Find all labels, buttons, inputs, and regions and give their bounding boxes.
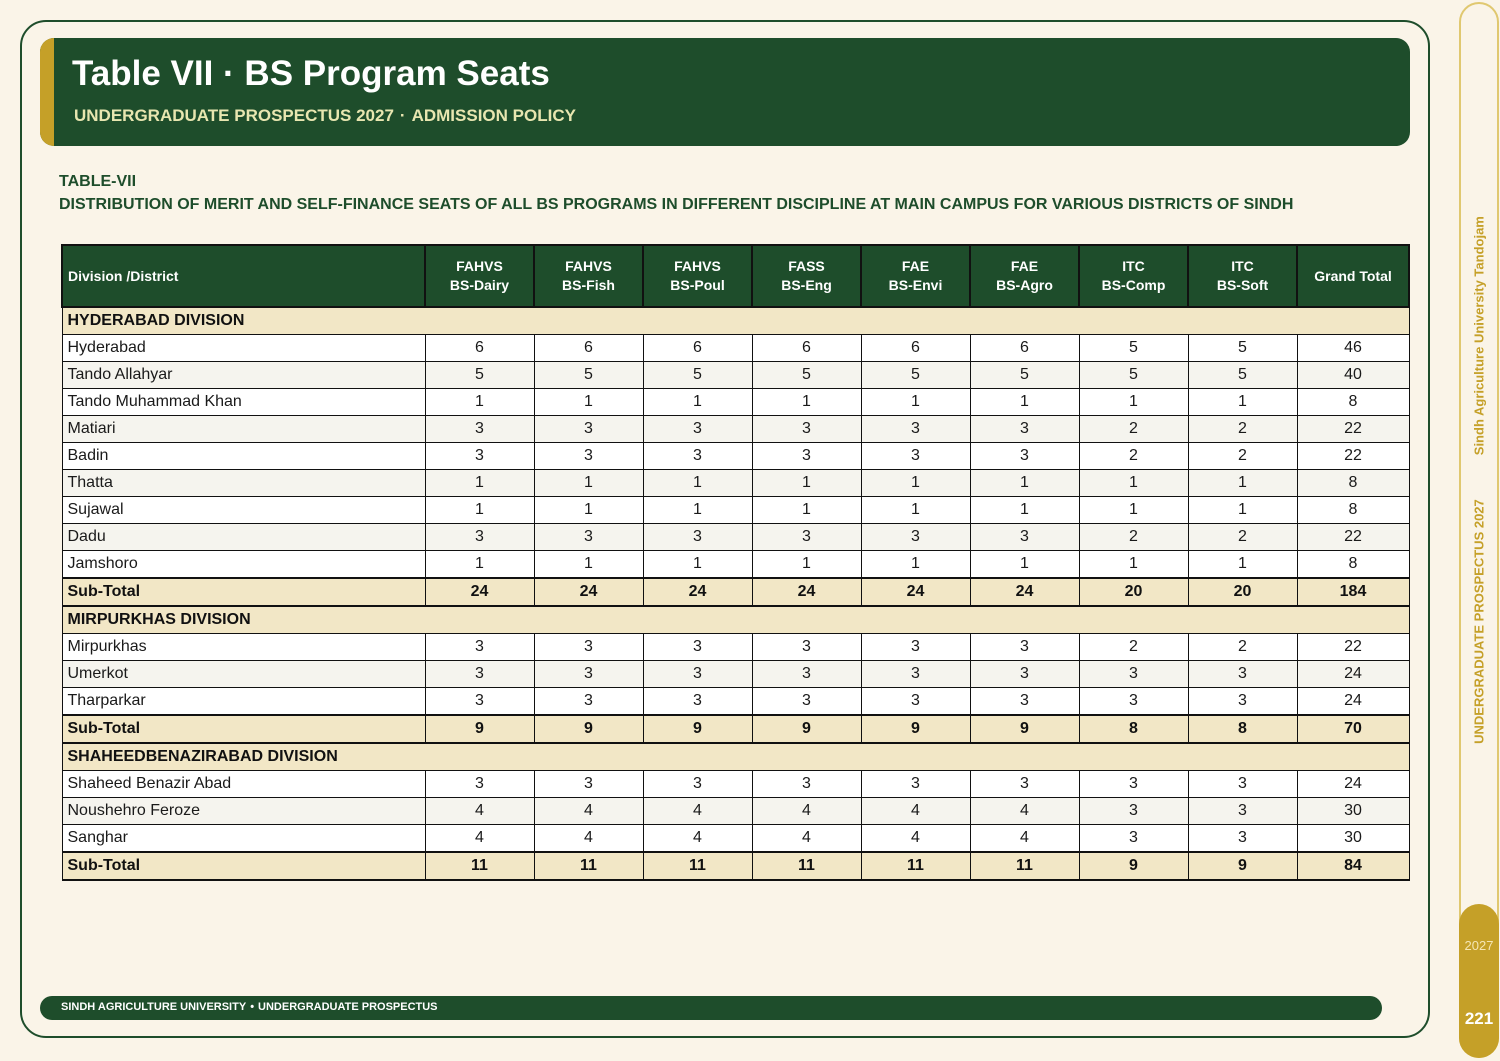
seat-count-cell: 3 — [752, 634, 861, 661]
column-header-line2: BS-Poul — [670, 277, 725, 293]
seat-count-cell: 1 — [1188, 470, 1297, 497]
grand-total-cell: 22 — [1297, 443, 1409, 470]
seat-count-cell: 4 — [643, 798, 752, 825]
seat-count-cell: 5 — [1188, 335, 1297, 362]
subtotal-cell: 11 — [752, 852, 861, 880]
footer-text — [61, 1001, 438, 1013]
seat-count-cell: 3 — [752, 524, 861, 551]
seat-count-cell: 3 — [752, 416, 861, 443]
seat-count-cell: 1 — [970, 470, 1079, 497]
seat-count-cell: 3 — [534, 524, 643, 551]
subtotal-cell: 9 — [425, 715, 534, 743]
side-page-tab — [1459, 904, 1499, 1058]
page-number: 221 — [1464, 1009, 1494, 1028]
grand-total-cell: 8 — [1297, 497, 1409, 524]
seat-count-cell: 3 — [643, 771, 752, 798]
seat-count-cell: 3 — [1188, 798, 1297, 825]
subtotal-cell: 8 — [1188, 715, 1297, 743]
seat-count-cell: 1 — [1188, 551, 1297, 579]
column-header-line1: FAE — [901, 258, 930, 274]
seat-count-cell: 1 — [1079, 551, 1188, 579]
column-header-line2: BS-Comp — [1101, 277, 1166, 293]
seat-count-cell: 3 — [425, 688, 534, 716]
subtotal-cell: 8 — [1079, 715, 1188, 743]
seat-count-cell: 3 — [752, 688, 861, 716]
column-header — [1079, 245, 1188, 307]
seat-count-cell: 1 — [534, 497, 643, 524]
seat-count-cell: 3 — [1079, 771, 1188, 798]
seat-count-cell: 1 — [425, 497, 534, 524]
seat-count-cell: 5 — [861, 362, 970, 389]
page-subtitle — [74, 106, 576, 126]
subtotal-cell: 11 — [534, 852, 643, 880]
seat-count-cell: 3 — [643, 661, 752, 688]
subtotal-cell: 11 — [861, 852, 970, 880]
seat-count-cell: 1 — [752, 497, 861, 524]
column-header — [1297, 245, 1409, 307]
subtotal-cell: 24 — [752, 578, 861, 606]
side-running-text — [1472, 216, 1487, 744]
subtotal-cell: 9 — [861, 715, 970, 743]
seat-count-cell: 3 — [861, 443, 970, 470]
seat-count-cell: 1 — [861, 389, 970, 416]
grand-total-cell: 30 — [1297, 825, 1409, 853]
seat-count-cell: 4 — [861, 825, 970, 853]
seat-count-cell: 2 — [1188, 443, 1297, 470]
seat-count-cell: 3 — [861, 634, 970, 661]
grand-total-cell: 8 — [1297, 551, 1409, 579]
seat-count-cell: 2 — [1188, 524, 1297, 551]
column-header-line1: Division /District — [68, 267, 179, 284]
table-caption — [59, 170, 1293, 216]
district-name: Dadu — [62, 524, 425, 551]
subtotal-row — [62, 715, 1409, 743]
grand-total-cell: 24 — [1297, 771, 1409, 798]
table-row — [62, 443, 1409, 470]
grand-total-cell: 22 — [1297, 524, 1409, 551]
subtitle-prospectus: UNDERGRADUATE PROSPECTUS 2027 — [74, 106, 394, 125]
seat-count-cell: 3 — [425, 416, 534, 443]
seat-count-cell: 2 — [1188, 634, 1297, 661]
district-name: Shaheed Benazir Abad — [62, 771, 425, 798]
column-header — [752, 245, 861, 307]
seat-count-cell: 3 — [534, 771, 643, 798]
table-row — [62, 771, 1409, 798]
grand-total-cell: 24 — [1297, 661, 1409, 688]
table-row — [62, 798, 1409, 825]
subtotal-cell: 11 — [425, 852, 534, 880]
column-header-line1: FAE — [1010, 258, 1039, 274]
seat-count-cell: 3 — [970, 443, 1079, 470]
grand-total-cell: 22 — [1297, 634, 1409, 661]
seat-count-cell: 3 — [970, 688, 1079, 716]
table-row — [62, 551, 1409, 579]
seat-count-cell: 4 — [970, 798, 1079, 825]
seat-count-cell: 4 — [752, 798, 861, 825]
column-header-line2: BS-Eng — [781, 277, 832, 293]
seat-count-cell: 2 — [1079, 524, 1188, 551]
seat-count-cell: 2 — [1079, 634, 1188, 661]
seat-count-cell: 3 — [861, 524, 970, 551]
seat-count-cell: 3 — [534, 688, 643, 716]
seat-count-cell: 3 — [643, 688, 752, 716]
subtotal-cell: 9 — [534, 715, 643, 743]
grand-total-cell: 46 — [1297, 335, 1409, 362]
seat-count-cell: 2 — [1079, 416, 1188, 443]
seat-count-cell: 3 — [752, 443, 861, 470]
seat-count-cell: 1 — [1079, 497, 1188, 524]
table-header-row — [62, 245, 1409, 307]
subtitle-separator: · — [399, 106, 406, 125]
seat-count-cell: 6 — [752, 335, 861, 362]
district-name: Badin — [62, 443, 425, 470]
seats-table — [61, 244, 1410, 881]
grand-total-cell: 8 — [1297, 470, 1409, 497]
column-header-line2: BS-Agro — [996, 277, 1053, 293]
subtotal-cell: 9 — [643, 715, 752, 743]
subtotal-cell: 11 — [643, 852, 752, 880]
seat-count-cell: 6 — [643, 335, 752, 362]
side-year: 2027 — [1464, 938, 1494, 953]
seat-count-cell: 3 — [643, 524, 752, 551]
column-header-line2: BS-Dairy — [449, 277, 510, 293]
seat-count-cell: 3 — [861, 688, 970, 716]
seat-count-cell: 3 — [534, 443, 643, 470]
seat-count-cell: 1 — [534, 470, 643, 497]
column-header-line2: BS-Fish — [562, 277, 615, 293]
seat-count-cell: 5 — [1188, 362, 1297, 389]
grand-total-cell: 30 — [1297, 798, 1409, 825]
seat-count-cell: 1 — [643, 470, 752, 497]
seat-count-cell: 3 — [534, 634, 643, 661]
column-header — [861, 245, 970, 307]
seat-count-cell: 1 — [1079, 389, 1188, 416]
table-row — [62, 497, 1409, 524]
subtotal-row — [62, 852, 1409, 880]
column-header — [425, 245, 534, 307]
seat-count-cell: 3 — [425, 524, 534, 551]
seat-count-cell: 3 — [1188, 825, 1297, 853]
seat-count-cell: 4 — [534, 798, 643, 825]
seat-count-cell: 3 — [643, 416, 752, 443]
seat-count-cell: 3 — [970, 771, 1079, 798]
seat-count-cell: 3 — [1079, 825, 1188, 853]
table-row — [62, 335, 1409, 362]
subtotal-cell: 184 — [1297, 578, 1409, 606]
seat-count-cell: 4 — [861, 798, 970, 825]
seat-count-cell: 3 — [1079, 798, 1188, 825]
seat-count-cell: 3 — [970, 634, 1079, 661]
side-prospectus-label: UNDERGRADUATE PROSPECTUS 2027 — [1471, 499, 1487, 744]
seat-count-cell: 3 — [534, 416, 643, 443]
seat-count-cell: 1 — [1188, 497, 1297, 524]
footer-prospectus: UNDERGRADUATE PROSPECTUS — [258, 1001, 438, 1013]
column-header-line1: Grand Total — [1314, 267, 1392, 284]
seat-count-cell: 3 — [861, 771, 970, 798]
seat-count-cell: 4 — [643, 825, 752, 853]
division-name: SHAHEEDBENAZIRABAD DIVISION — [62, 743, 1409, 771]
seat-count-cell: 3 — [425, 634, 534, 661]
seat-count-cell: 4 — [752, 825, 861, 853]
seat-count-cell: 6 — [534, 335, 643, 362]
page-title: Table VII · BS Program Seats — [72, 54, 550, 93]
district-name: Tando Muhammad Khan — [62, 389, 425, 416]
column-header — [643, 245, 752, 307]
column-header-line1: FAHVS — [565, 258, 612, 274]
column-header-line1: FASS — [788, 258, 825, 274]
subtotal-row — [62, 578, 1409, 606]
column-header-line2: BS-Soft — [1216, 277, 1269, 293]
seat-count-cell: 3 — [752, 661, 861, 688]
seat-count-cell: 4 — [970, 825, 1079, 853]
subtotal-label: Sub-Total — [62, 715, 425, 743]
column-header — [534, 245, 643, 307]
table-row — [62, 661, 1409, 688]
table-row — [62, 362, 1409, 389]
seat-count-cell: 5 — [643, 362, 752, 389]
side-university-label: Sindh Agriculture University Tandojam — [1471, 216, 1487, 456]
seat-count-cell: 1 — [643, 389, 752, 416]
seat-count-cell: 5 — [970, 362, 1079, 389]
seat-count-cell: 3 — [425, 443, 534, 470]
column-header-line2: BS-Envi — [888, 277, 943, 293]
subtotal-cell: 11 — [970, 852, 1079, 880]
seat-count-cell: 3 — [861, 661, 970, 688]
footer-university: SINDH AGRICULTURE UNIVERSITY — [61, 1001, 247, 1013]
column-header-line1: FAHVS — [456, 258, 503, 274]
district-name: Sanghar — [62, 825, 425, 853]
seat-count-cell: 1 — [752, 470, 861, 497]
subtotal-cell: 24 — [534, 578, 643, 606]
district-name: Tharparkar — [62, 688, 425, 716]
district-name: Sujawal — [62, 497, 425, 524]
subtotal-cell: 84 — [1297, 852, 1409, 880]
table-caption-text: DISTRIBUTION OF MERIT AND SELF-FINANCE SEATS OF ALL BS PROGRAMS IN DIFFERENT DISCIPLINE AT MAIN CAMPUS FOR VARIOUS DISTRICTS OF SINDH — [59, 196, 1294, 213]
seat-count-cell: 3 — [1079, 661, 1188, 688]
district-name: Hyderabad — [62, 335, 425, 362]
seat-count-cell: 3 — [534, 661, 643, 688]
district-name: Umerkot — [62, 661, 425, 688]
seat-count-cell: 3 — [752, 771, 861, 798]
division-row — [62, 307, 1409, 335]
district-name: Thatta — [62, 470, 425, 497]
subtotal-label: Sub-Total — [62, 852, 425, 880]
column-header — [1188, 245, 1297, 307]
district-name: Jamshoro — [62, 551, 425, 579]
seat-count-cell: 1 — [861, 551, 970, 579]
subtotal-cell: 70 — [1297, 715, 1409, 743]
seat-count-cell: 6 — [425, 335, 534, 362]
seat-count-cell: 5 — [425, 362, 534, 389]
subtotal-cell: 20 — [1188, 578, 1297, 606]
seat-count-cell: 3 — [1079, 688, 1188, 716]
seat-count-cell: 1 — [752, 389, 861, 416]
seat-count-cell: 6 — [861, 335, 970, 362]
subtotal-cell: 9 — [970, 715, 1079, 743]
table-row — [62, 688, 1409, 716]
table-row — [62, 524, 1409, 551]
seat-count-cell: 2 — [1188, 416, 1297, 443]
seat-count-cell: 3 — [425, 771, 534, 798]
subtotal-cell: 24 — [861, 578, 970, 606]
seat-count-cell: 3 — [1188, 688, 1297, 716]
seat-count-cell: 5 — [1079, 362, 1188, 389]
seat-count-cell: 3 — [970, 661, 1079, 688]
seat-count-cell: 3 — [970, 416, 1079, 443]
table-row — [62, 825, 1409, 853]
header-banner — [40, 38, 1410, 146]
seat-count-cell: 4 — [425, 825, 534, 853]
table-body — [62, 307, 1409, 880]
seat-count-cell: 3 — [1188, 771, 1297, 798]
subtotal-cell: 9 — [1188, 852, 1297, 880]
seat-count-cell: 3 — [425, 661, 534, 688]
subtotal-label: Sub-Total — [62, 578, 425, 606]
seat-count-cell: 5 — [752, 362, 861, 389]
district-name: Matiari — [62, 416, 425, 443]
seat-count-cell: 3 — [643, 443, 752, 470]
seat-count-cell: 1 — [1188, 389, 1297, 416]
column-header-line1: FAHVS — [674, 258, 721, 274]
subtotal-cell: 24 — [970, 578, 1079, 606]
division-name: HYDERABAD DIVISION — [62, 307, 1409, 335]
subtitle-section: ADMISSION POLICY — [411, 106, 576, 125]
seat-count-cell: 1 — [970, 389, 1079, 416]
seat-count-cell: 1 — [861, 497, 970, 524]
seat-count-cell: 3 — [970, 524, 1079, 551]
seat-count-cell: 1 — [752, 551, 861, 579]
footer-separator: • — [250, 1001, 255, 1013]
division-row — [62, 606, 1409, 634]
grand-total-cell: 24 — [1297, 688, 1409, 716]
column-header — [970, 245, 1079, 307]
seat-count-cell: 1 — [643, 551, 752, 579]
seat-count-cell: 1 — [1079, 470, 1188, 497]
seat-count-cell: 1 — [425, 389, 534, 416]
seat-count-cell: 1 — [425, 470, 534, 497]
district-name: Noushehro Feroze — [62, 798, 425, 825]
seat-count-cell: 3 — [861, 416, 970, 443]
seat-count-cell: 4 — [425, 798, 534, 825]
table-row — [62, 470, 1409, 497]
table-caption-label: TABLE-VII — [59, 173, 137, 190]
district-name: Tando Allahyar — [62, 362, 425, 389]
seat-count-cell: 1 — [970, 497, 1079, 524]
column-header-line1: ITC — [1122, 258, 1145, 274]
header-accent-stripe — [40, 38, 54, 146]
division-row — [62, 743, 1409, 771]
seat-count-cell: 3 — [643, 634, 752, 661]
seat-count-cell: 5 — [534, 362, 643, 389]
subtotal-cell: 20 — [1079, 578, 1188, 606]
seat-count-cell: 1 — [534, 551, 643, 579]
seat-count-cell: 5 — [1079, 335, 1188, 362]
seat-count-cell: 1 — [643, 497, 752, 524]
seat-count-cell: 6 — [970, 335, 1079, 362]
footer-bar — [40, 996, 1382, 1020]
subtotal-cell: 24 — [643, 578, 752, 606]
subtotal-cell: 24 — [425, 578, 534, 606]
seat-count-cell: 1 — [425, 551, 534, 579]
grand-total-cell: 40 — [1297, 362, 1409, 389]
division-name: MIRPURKHAS DIVISION — [62, 606, 1409, 634]
column-header-district — [62, 245, 425, 307]
seat-count-cell: 1 — [861, 470, 970, 497]
seat-count-cell: 1 — [534, 389, 643, 416]
table-row — [62, 389, 1409, 416]
table-row — [62, 634, 1409, 661]
subtotal-cell: 9 — [1079, 852, 1188, 880]
grand-total-cell: 22 — [1297, 416, 1409, 443]
seat-count-cell: 3 — [1188, 661, 1297, 688]
grand-total-cell: 8 — [1297, 389, 1409, 416]
district-name: Mirpurkhas — [62, 634, 425, 661]
table-row — [62, 416, 1409, 443]
seat-count-cell: 4 — [534, 825, 643, 853]
seat-count-cell: 2 — [1079, 443, 1188, 470]
seat-count-cell: 1 — [970, 551, 1079, 579]
column-header-line1: ITC — [1231, 258, 1254, 274]
subtotal-cell: 9 — [752, 715, 861, 743]
